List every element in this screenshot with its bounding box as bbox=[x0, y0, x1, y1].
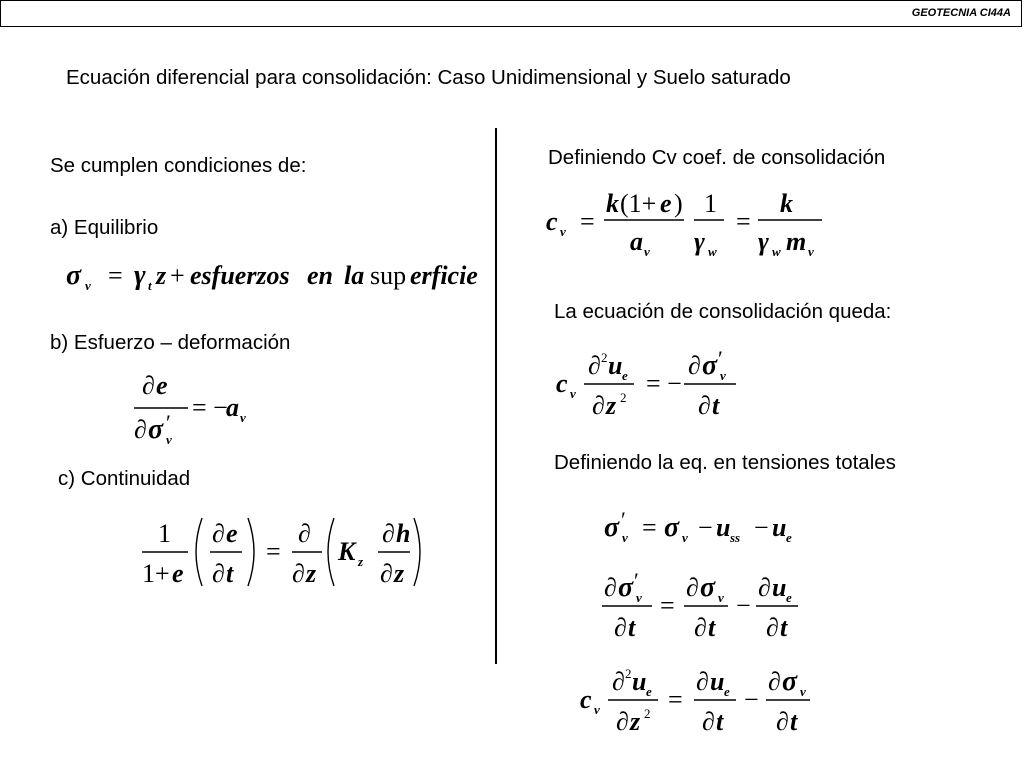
svg-text:=: = bbox=[108, 261, 123, 290]
continuity-equation bbox=[138, 510, 438, 602]
equilibrium-label: a) Equilibrio bbox=[50, 216, 159, 239]
svg-text:−: − bbox=[744, 685, 759, 714]
effective-stress-equation bbox=[604, 506, 824, 553]
svg-text:v: v bbox=[636, 590, 642, 605]
continuity-label: c) Continuidad bbox=[58, 467, 191, 490]
svg-text:z: z bbox=[630, 707, 641, 736]
svg-text:v: v bbox=[560, 224, 566, 239]
svg-text:=: = bbox=[660, 591, 675, 620]
svg-text:e: e bbox=[660, 189, 672, 218]
svg-text:γ: γ bbox=[758, 227, 769, 256]
consolidation-label: La ecuación de consolidación queda: bbox=[554, 300, 892, 323]
svg-text:∂: ∂ bbox=[142, 371, 155, 400]
svg-text:2: 2 bbox=[625, 666, 632, 681]
svg-text:z: z bbox=[606, 391, 617, 420]
svg-text:v: v bbox=[594, 702, 600, 717]
svg-text:c: c bbox=[546, 207, 558, 236]
svg-text:u: u bbox=[772, 513, 787, 542]
svg-text:∂: ∂ bbox=[702, 707, 715, 736]
svg-text:v: v bbox=[240, 410, 246, 425]
svg-text:∂: ∂ bbox=[212, 519, 225, 548]
svg-text:k: k bbox=[606, 189, 619, 218]
svg-text:v: v bbox=[808, 244, 814, 259]
svg-text:t: t bbox=[712, 391, 720, 420]
svg-text:v: v bbox=[682, 530, 688, 545]
svg-text:w: w bbox=[708, 244, 717, 259]
svg-text:σ: σ bbox=[782, 666, 798, 697]
svg-text:∂: ∂ bbox=[614, 613, 627, 642]
svg-text:v: v bbox=[644, 244, 650, 259]
svg-text:σ: σ bbox=[66, 260, 82, 291]
svg-text:2: 2 bbox=[601, 350, 608, 365]
svg-text:σ: σ bbox=[700, 572, 716, 603]
svg-text:K: K bbox=[338, 537, 356, 566]
cv-definition-equation bbox=[544, 184, 844, 276]
svg-text:t: t bbox=[708, 613, 716, 642]
svg-text:∂: ∂ bbox=[776, 707, 789, 736]
svg-text:v: v bbox=[718, 590, 724, 605]
svg-text:1: 1 bbox=[158, 519, 171, 548]
svg-text:e: e bbox=[622, 368, 628, 383]
svg-text:2: 2 bbox=[644, 706, 651, 721]
svg-text:∂: ∂ bbox=[768, 667, 781, 696]
stress-strain-label: b) Esfuerzo – deformación bbox=[50, 331, 291, 354]
svg-text:v: v bbox=[720, 368, 726, 383]
svg-text:+: + bbox=[170, 261, 185, 290]
svg-text:1: 1 bbox=[704, 189, 717, 218]
svg-text:v: v bbox=[622, 530, 628, 545]
header-bar bbox=[0, 0, 1022, 27]
svg-text:z: z bbox=[358, 554, 364, 569]
svg-text:= −: = − bbox=[646, 369, 682, 398]
svg-text:=: = bbox=[668, 685, 683, 714]
svg-text:t: t bbox=[148, 278, 152, 293]
svg-text:∂: ∂ bbox=[588, 351, 601, 380]
svg-text:e: e bbox=[226, 519, 238, 548]
svg-text:esfuerzos: esfuerzos bbox=[190, 261, 290, 290]
svg-text:u: u bbox=[772, 573, 787, 602]
svg-text:(1+: (1+ bbox=[620, 189, 657, 218]
svg-text:m: m bbox=[786, 227, 807, 256]
svg-text:∂: ∂ bbox=[134, 415, 147, 444]
svg-text:v: v bbox=[85, 278, 91, 293]
svg-text:∂: ∂ bbox=[694, 613, 707, 642]
svg-text:c: c bbox=[580, 685, 592, 714]
svg-text:e: e bbox=[646, 684, 652, 699]
svg-text:∂: ∂ bbox=[382, 519, 395, 548]
svg-text:e: e bbox=[786, 530, 792, 545]
svg-text:c: c bbox=[556, 369, 568, 398]
svg-text:∂: ∂ bbox=[616, 707, 629, 736]
svg-text:∂: ∂ bbox=[696, 667, 709, 696]
svg-text:e: e bbox=[172, 559, 184, 588]
svg-text:∂: ∂ bbox=[292, 559, 305, 588]
svg-text:t: t bbox=[780, 613, 788, 642]
svg-text:′: ′ bbox=[718, 346, 723, 371]
svg-text:la: la bbox=[344, 261, 365, 290]
svg-text:=: = bbox=[642, 513, 657, 542]
svg-text:u: u bbox=[608, 351, 623, 380]
svg-text:e: e bbox=[724, 684, 730, 699]
column-divider bbox=[495, 128, 497, 664]
svg-text:1+: 1+ bbox=[142, 559, 170, 588]
svg-text:∂: ∂ bbox=[212, 559, 225, 588]
svg-text:ss: ss bbox=[730, 530, 741, 545]
svg-text:∂: ∂ bbox=[688, 351, 701, 380]
total-stress-label: Definiendo la eq. en tensiones totales bbox=[554, 451, 896, 474]
svg-text:−: − bbox=[754, 513, 769, 542]
svg-text:∂: ∂ bbox=[604, 573, 617, 602]
svg-text:∂: ∂ bbox=[298, 519, 311, 548]
svg-text:u: u bbox=[716, 513, 731, 542]
svg-text:v: v bbox=[800, 684, 806, 699]
svg-text:a: a bbox=[226, 393, 239, 422]
svg-text:en: en bbox=[307, 261, 333, 290]
svg-text:k: k bbox=[780, 189, 793, 218]
svg-text:∂: ∂ bbox=[698, 391, 711, 420]
svg-text:=: = bbox=[266, 537, 281, 566]
conditions-intro: Se cumplen condiciones de: bbox=[50, 154, 307, 177]
svg-text:σ: σ bbox=[148, 414, 164, 445]
svg-text:sup: sup bbox=[370, 261, 407, 290]
svg-text:∂: ∂ bbox=[758, 573, 771, 602]
stress-strain-equation bbox=[130, 366, 270, 463]
svg-text:a: a bbox=[630, 227, 643, 256]
svg-text:σ: σ bbox=[604, 512, 620, 543]
svg-text:v: v bbox=[570, 386, 576, 401]
svg-text:t: t bbox=[716, 707, 724, 736]
svg-text:−: − bbox=[736, 591, 751, 620]
svg-text:z: z bbox=[306, 559, 317, 588]
svg-text:′: ′ bbox=[166, 410, 171, 435]
svg-text:σ: σ bbox=[618, 572, 634, 603]
svg-text:σ: σ bbox=[664, 512, 680, 543]
svg-text:γ: γ bbox=[134, 260, 146, 291]
svg-text:∂: ∂ bbox=[592, 391, 605, 420]
svg-text:∂: ∂ bbox=[686, 573, 699, 602]
course-label: GEOTECNIA CI44A bbox=[911, 7, 1011, 19]
svg-text:e: e bbox=[786, 590, 792, 605]
equilibrium-equation bbox=[66, 252, 491, 309]
svg-text:′: ′ bbox=[634, 568, 639, 593]
svg-text:2: 2 bbox=[620, 390, 627, 405]
time-derivative-equation bbox=[600, 568, 810, 655]
svg-text:∂: ∂ bbox=[766, 613, 779, 642]
svg-text:∂: ∂ bbox=[380, 559, 393, 588]
svg-text:t: t bbox=[628, 613, 636, 642]
svg-text:v: v bbox=[166, 432, 172, 447]
slide-title: Ecuación diferencial para consolidación: Caso Unidimensional y Suelo saturado bbox=[66, 66, 791, 89]
svg-text:erficie: erficie bbox=[410, 261, 478, 290]
svg-text:−: − bbox=[698, 513, 713, 542]
svg-text:= −: = − bbox=[192, 393, 228, 422]
svg-text:∂: ∂ bbox=[612, 667, 625, 696]
svg-text:z: z bbox=[156, 261, 167, 290]
svg-text:t: t bbox=[790, 707, 798, 736]
svg-text:σ: σ bbox=[702, 350, 718, 381]
svg-text:h: h bbox=[396, 519, 411, 548]
svg-text:u: u bbox=[632, 667, 647, 696]
svg-text:=: = bbox=[736, 207, 751, 236]
svg-text:γ: γ bbox=[694, 227, 705, 256]
svg-text:′: ′ bbox=[621, 507, 626, 532]
svg-text:t: t bbox=[226, 559, 234, 588]
svg-text:z: z bbox=[394, 559, 405, 588]
svg-text:w: w bbox=[772, 244, 781, 259]
svg-text:=: = bbox=[580, 207, 595, 236]
svg-text:u: u bbox=[710, 667, 725, 696]
consolidation-equation bbox=[554, 346, 754, 438]
svg-text:): ) bbox=[674, 189, 683, 218]
total-stress-consolidation-equation bbox=[578, 662, 818, 749]
cv-definition-label: Definiendo Cv coef. de consolidación bbox=[548, 146, 886, 169]
svg-text:e: e bbox=[156, 371, 168, 400]
